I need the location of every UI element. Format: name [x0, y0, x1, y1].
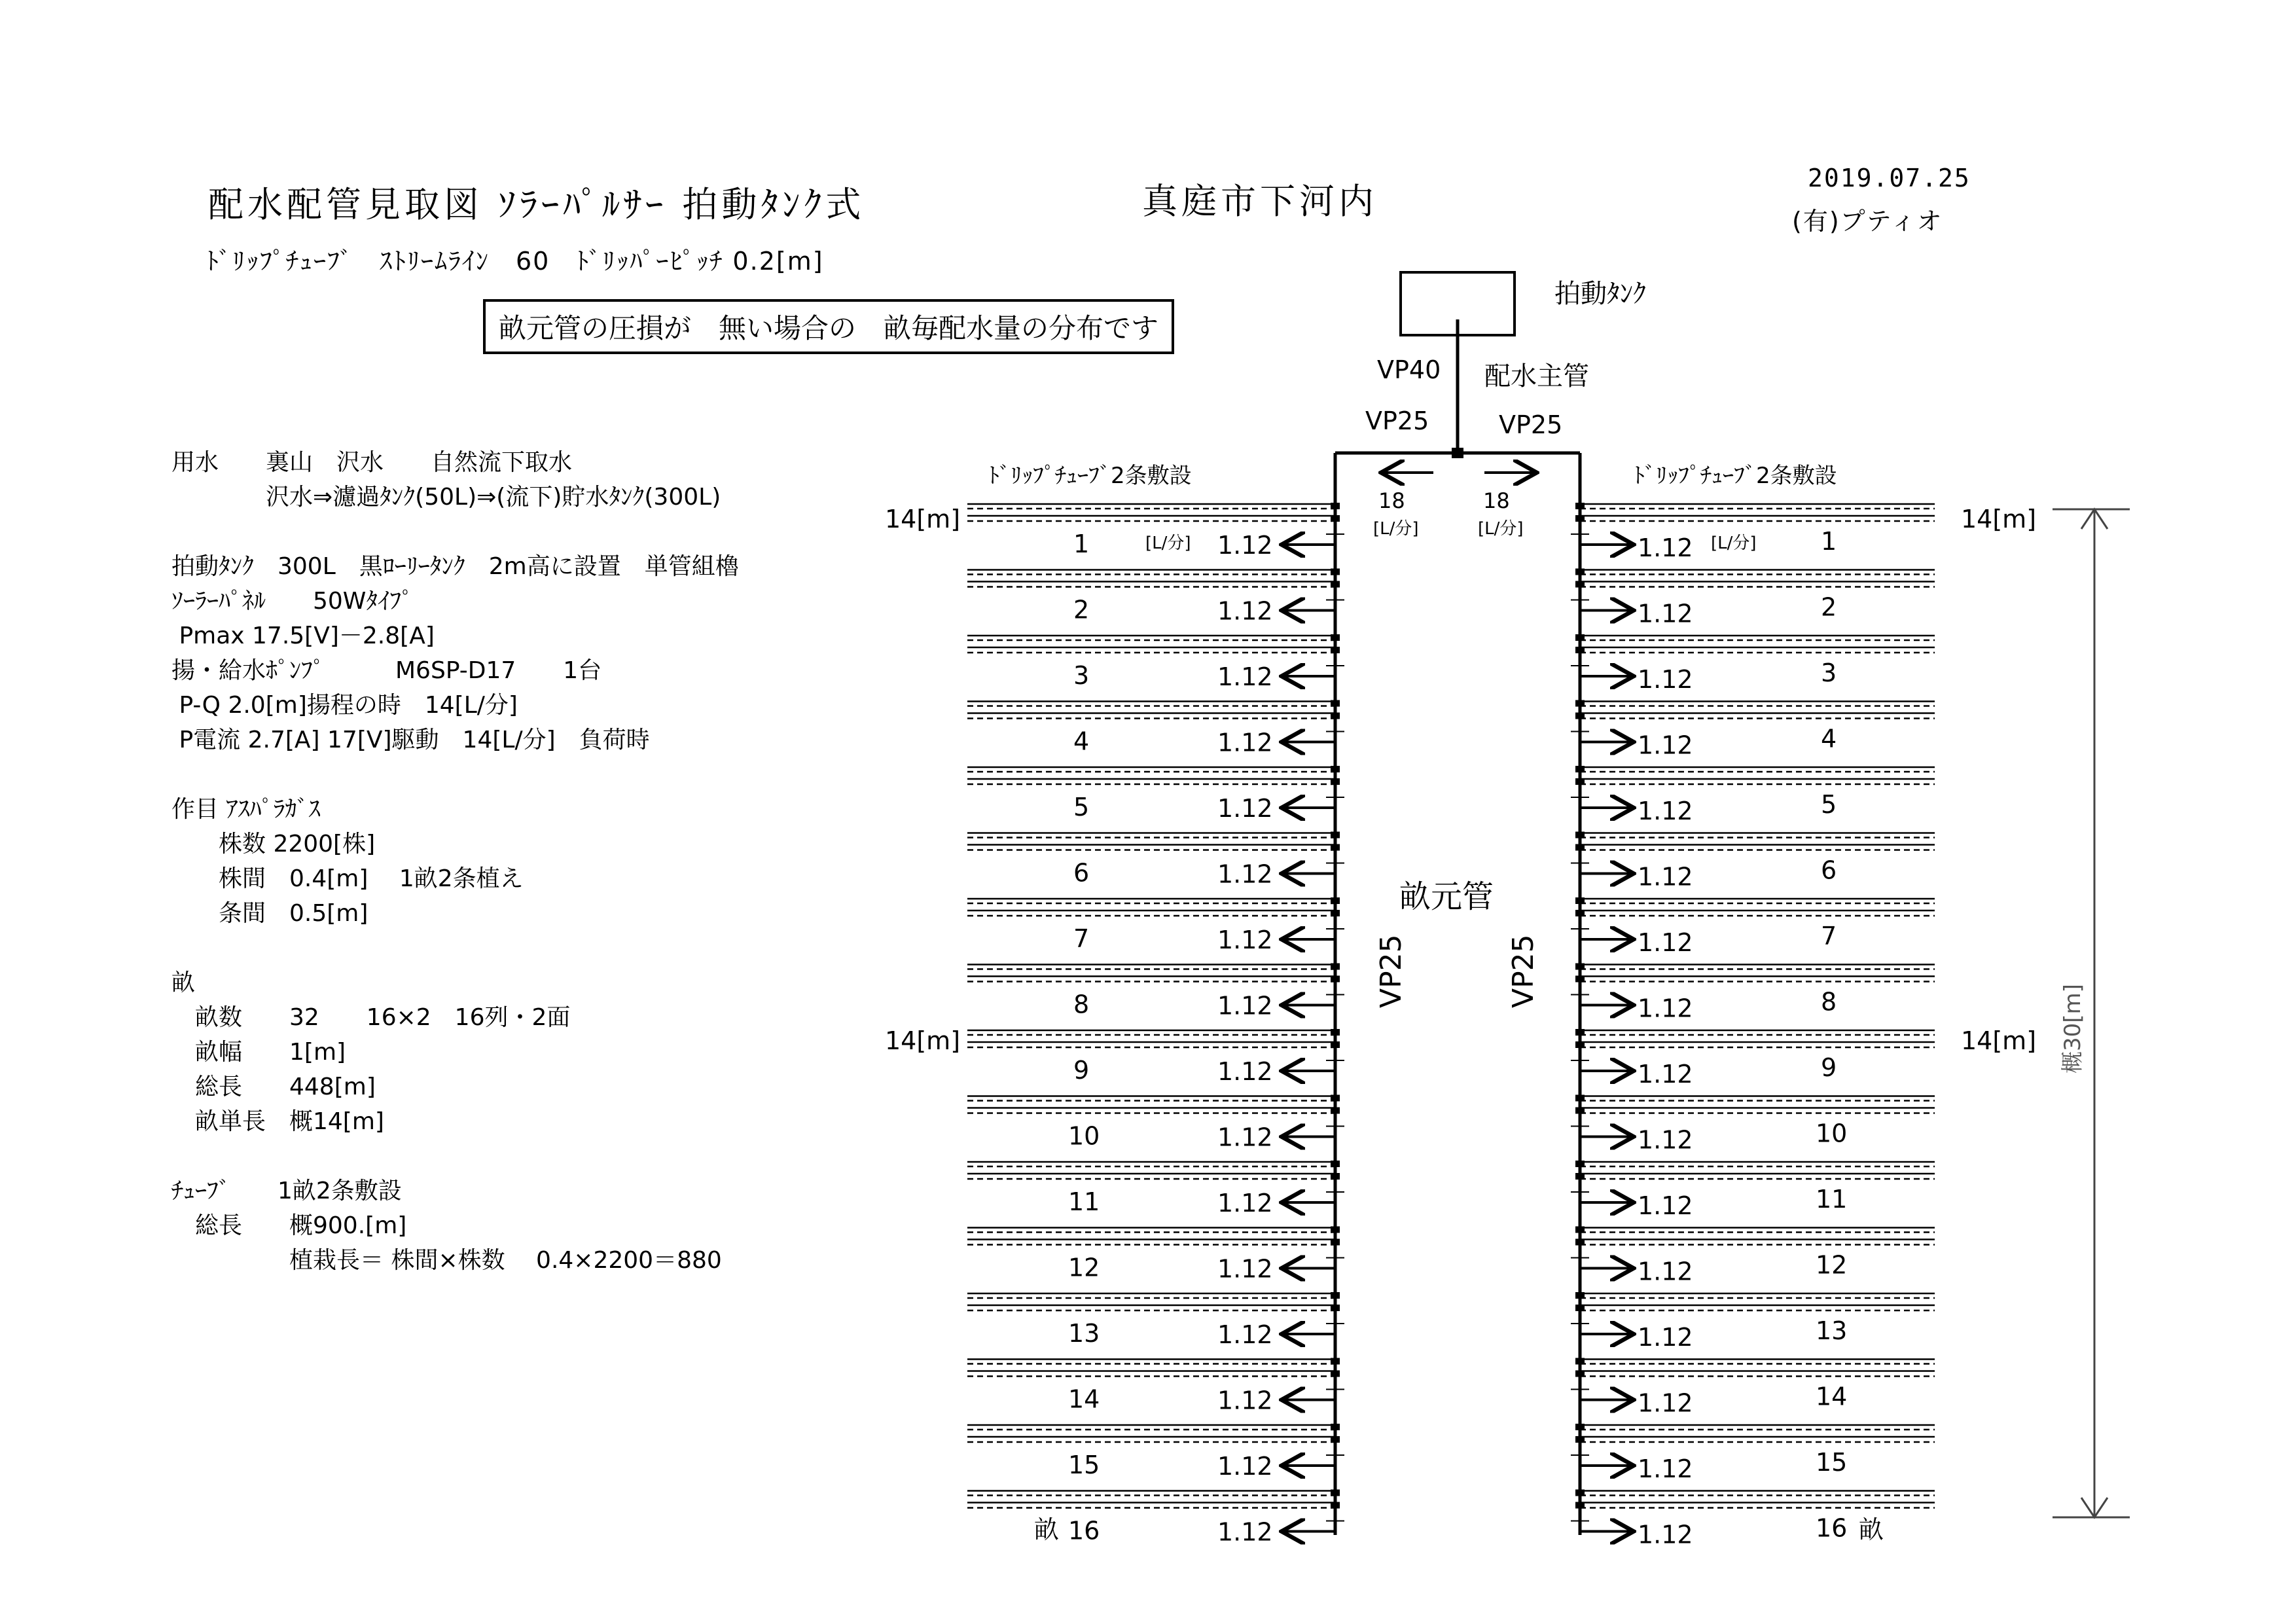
- tube-connector-left: [1331, 1292, 1340, 1299]
- spec-line: 総長 448[m]: [171, 1074, 376, 1100]
- flow-right-unit: [L/分]: [1478, 519, 1524, 539]
- spec-line: 総長 概900.[m]: [171, 1212, 407, 1239]
- spec-line: 沢水⇒濾過ﾀﾝｸ(50L)⇒(流下)貯水ﾀﾝｸ(300L): [171, 484, 721, 511]
- row-flow-right: 1.12: [1638, 928, 1693, 957]
- row-flow-left: 1.12: [1217, 1123, 1273, 1152]
- row-number-left: 15: [1068, 1451, 1100, 1479]
- row-number-right: 9: [1821, 1053, 1837, 1082]
- row-flow-right: 1.12: [1638, 1454, 1693, 1483]
- row-number-left: 11: [1068, 1187, 1100, 1216]
- row-flow-left: 1.12: [1217, 531, 1273, 560]
- spec-line: 条間 0.5[m]: [171, 900, 368, 927]
- tube-connector-right: [1575, 976, 1585, 983]
- row-flow-right: 1.12: [1638, 533, 1693, 562]
- tube-spec-subtitle: ﾄﾞﾘｯﾌﾟﾁｭｰﾌﾞ ｽﾄﾘｰﾑﾗｲﾝ 60 ﾄﾞﾘｯﾊﾟｰﾋﾟｯﾁ 0.2[m]: [206, 247, 824, 276]
- row-number-left: 13: [1068, 1319, 1100, 1348]
- spec-line: 畝数 32 16×2 16列・2面: [171, 1004, 571, 1031]
- spec-line: 揚・給水ﾎﾟﾝﾌﾟ M6SP-D17 1台: [171, 657, 602, 684]
- bed-row-12: [967, 1227, 1935, 1286]
- tube-right-label: ﾄﾞﾘｯﾌﾟﾁｭｰﾌﾞ2条敷設: [1634, 463, 1837, 489]
- main-pipe-label: 配水主管: [1484, 361, 1589, 391]
- total-length-label: 概30[m]: [2060, 984, 2086, 1074]
- tank-label: 拍動ﾀﾝｸ: [1554, 279, 1646, 309]
- bed-row-11: [967, 1161, 1935, 1220]
- tube-connector-right: [1575, 634, 1585, 641]
- bed-row-4: [967, 700, 1935, 760]
- spec-line: P-Q 2.0[m]揚程の時 14[L/分]: [171, 692, 518, 719]
- row-flow-right: 1.12: [1638, 1323, 1693, 1352]
- row-number-right: 12: [1816, 1250, 1848, 1280]
- company-label: (有)プティオ: [1792, 207, 1943, 236]
- row-number-right: 4: [1821, 724, 1837, 753]
- row-number-right: 7: [1821, 922, 1837, 950]
- tee-joint: [1452, 448, 1463, 458]
- row-prefix-right: 畝: [1859, 1515, 1884, 1544]
- row-number-right: 2: [1821, 592, 1837, 622]
- header-pipe-label: 畝元管: [1399, 878, 1494, 915]
- row-number-right: 6: [1821, 856, 1837, 885]
- row-flow-left: 1.12: [1217, 859, 1273, 889]
- tube-connector-right: [1575, 897, 1585, 904]
- row-flow-right: 1.12: [1638, 599, 1693, 628]
- tube-connector-left: [1331, 713, 1340, 719]
- tube-connector-left: [1331, 1041, 1340, 1048]
- distribution-note-box: 畝元管の圧損が 無い場合の 畝毎配水量の分布です: [483, 299, 1174, 354]
- spec-line: ｿｰﾗｰﾊﾟﾈﾙ 50Wﾀｲﾌﾟ: [171, 588, 414, 615]
- row-unit-left: [L/分]: [1145, 533, 1191, 553]
- spec-line: 畝幅 1[m]: [171, 1039, 346, 1066]
- tube-connector-right: [1575, 1108, 1585, 1114]
- flow-left-unit: [L/分]: [1373, 519, 1419, 539]
- row-flow-right: 1.12: [1638, 1257, 1693, 1286]
- tube-connector-left: [1331, 832, 1340, 839]
- row-flow-left: 1.12: [1217, 1254, 1273, 1284]
- tube-connector-right: [1575, 1371, 1585, 1377]
- tube-connector-left: [1331, 897, 1340, 904]
- row-flow-left: 1.12: [1217, 926, 1273, 954]
- tube-connector-left: [1331, 1173, 1340, 1180]
- row-flow-right: 1.12: [1638, 1191, 1693, 1220]
- tube-connector-left: [1331, 1029, 1340, 1036]
- tube-connector-left: [1331, 700, 1340, 707]
- row-number-left: 4: [1073, 727, 1090, 756]
- row-flow-right: 1.12: [1638, 731, 1693, 760]
- row-number-left: 8: [1073, 990, 1090, 1019]
- row-number-left: 14: [1068, 1384, 1100, 1414]
- flow-right-value: 18: [1483, 488, 1510, 513]
- page-title: 配水配管見取図 ｿﾗｰﾊﾟﾙｻｰ 拍動ﾀﾝｸ式: [208, 184, 865, 225]
- tube-connector-right: [1575, 1436, 1585, 1443]
- tube-connector-right: [1575, 844, 1585, 851]
- row-flow-left: 1.12: [1217, 794, 1273, 823]
- bed-row-2: [967, 569, 1935, 628]
- bed-row-10: [967, 1095, 1935, 1155]
- row-flow-left: 1.12: [1217, 1452, 1273, 1481]
- tube-connector-right: [1575, 569, 1585, 575]
- spec-line: 作目 ｱｽﾊﾟﾗｶﾞｽ: [171, 796, 321, 823]
- row-flow-right: 1.12: [1638, 665, 1693, 694]
- tube-connector-left: [1331, 1358, 1340, 1365]
- row-number-right: 15: [1816, 1448, 1848, 1477]
- tube-connector-left: [1331, 569, 1340, 575]
- tube-connector-right: [1575, 503, 1585, 509]
- row-flow-right: 1.12: [1638, 797, 1693, 825]
- tube-connector-left: [1331, 910, 1340, 916]
- tube-connector-left: [1331, 1227, 1340, 1233]
- bed-row-1: [967, 503, 1935, 562]
- length-right-mid: 14[m]: [1961, 1026, 2037, 1055]
- row-number-left: 6: [1073, 858, 1090, 888]
- row-number-left: 1: [1073, 530, 1090, 558]
- tube-connector-left: [1331, 964, 1340, 970]
- row-flow-left: 1.12: [1217, 1189, 1273, 1218]
- tube-connector-left: [1331, 1161, 1340, 1167]
- row-flow-right: 1.12: [1638, 1520, 1693, 1549]
- row-number-right: 11: [1816, 1185, 1848, 1214]
- row-number-left: 2: [1073, 595, 1090, 624]
- tube-connector-left: [1331, 581, 1340, 588]
- tube-connector-right: [1575, 1292, 1585, 1299]
- tube-connector-right: [1575, 700, 1585, 707]
- tube-connector-right: [1575, 1502, 1585, 1509]
- tube-connector-left: [1331, 1095, 1340, 1102]
- tube-connector-right: [1575, 766, 1585, 772]
- tube-connector-left: [1331, 1424, 1340, 1430]
- row-number-left: 7: [1073, 924, 1090, 953]
- tube-connector-left: [1331, 1108, 1340, 1114]
- row-number-left: 10: [1068, 1121, 1100, 1151]
- tube-connector-left: [1331, 1490, 1340, 1496]
- bed-row-3: [967, 634, 1935, 694]
- length-right-top: 14[m]: [1961, 505, 2037, 533]
- row-flow-left: 1.12: [1217, 1517, 1273, 1547]
- tube-connector-right: [1575, 1358, 1585, 1365]
- row-flow-left: 1.12: [1217, 1386, 1273, 1415]
- row-flow-left: 1.12: [1217, 728, 1273, 757]
- tube-connector-left: [1331, 778, 1340, 785]
- length-left-top: 14[m]: [885, 505, 961, 533]
- tube-connector-right: [1575, 647, 1585, 653]
- tube-connector-right: [1575, 1227, 1585, 1233]
- row-number-right: 13: [1816, 1316, 1848, 1345]
- tube-connector-left: [1331, 844, 1340, 851]
- tube-connector-right: [1575, 910, 1585, 916]
- tube-connector-right: [1575, 1173, 1585, 1180]
- spec-line: 拍動ﾀﾝｸ 300L 黒ﾛｰﾘｰﾀﾝｸ 2m高に設置 単管組櫓: [171, 553, 739, 580]
- tube-connector-right: [1575, 1161, 1585, 1167]
- row-prefix-left: 畝: [1034, 1515, 1060, 1544]
- spec-line: 株数 2200[株]: [171, 831, 376, 857]
- tube-connector-right: [1575, 1424, 1585, 1430]
- spec-line: ﾁｭｰﾌﾞ 1畝2条敷設: [171, 1178, 402, 1204]
- tube-connector-left: [1331, 1239, 1340, 1246]
- tube-connector-right: [1575, 1095, 1585, 1102]
- row-number-right: 16: [1816, 1513, 1848, 1543]
- row-number-left: 5: [1073, 793, 1090, 821]
- spec-line: 植栽長＝ 株間×株数 0.4×2200＝880: [171, 1247, 722, 1274]
- row-number-left: 9: [1073, 1056, 1090, 1085]
- bed-row-13: [967, 1292, 1935, 1352]
- tube-connector-left: [1331, 647, 1340, 653]
- row-flow-right: 1.12: [1638, 1125, 1693, 1155]
- spec-line: P電流 2.7[A] 17[V]駆動 14[L/分] 負荷時: [171, 727, 650, 753]
- row-flow-left: 1.12: [1217, 1320, 1273, 1349]
- tube-connector-left: [1331, 1436, 1340, 1443]
- row-number-right: 5: [1821, 790, 1837, 819]
- vp25-left-label: VP25: [1365, 406, 1429, 435]
- vp40-label: VP40: [1377, 355, 1441, 384]
- length-left-mid: 14[m]: [885, 1026, 961, 1055]
- row-flow-left: 1.12: [1217, 1057, 1273, 1086]
- tube-connector-left: [1331, 634, 1340, 641]
- row-unit-right: [L/分]: [1711, 533, 1757, 553]
- tube-connector-right: [1575, 964, 1585, 970]
- row-number-right: 8: [1821, 987, 1837, 1017]
- row-number-right: 3: [1821, 659, 1837, 687]
- row-number-right: 14: [1816, 1382, 1848, 1411]
- row-number-left: 16: [1068, 1516, 1100, 1545]
- row-flow-right: 1.12: [1638, 1388, 1693, 1418]
- date-label: 2019.07.25: [1808, 164, 1971, 192]
- spec-line: Pmax 17.5[V]－2.8[A]: [171, 623, 435, 649]
- tube-connector-right: [1575, 581, 1585, 588]
- row-flow-right: 1.12: [1638, 994, 1693, 1023]
- row-number-right: 1: [1821, 527, 1837, 556]
- row-number-right: 10: [1816, 1119, 1848, 1148]
- tube-connector-left: [1331, 766, 1340, 772]
- row-number-left: 12: [1068, 1253, 1100, 1282]
- spec-line: 畝単長 概14[m]: [171, 1108, 384, 1135]
- vertical-vp25-left: VP25: [1374, 934, 1408, 1008]
- row-flow-right: 1.12: [1638, 1060, 1693, 1089]
- location-label: 真庭市下河内: [1142, 181, 1378, 222]
- vp25-right-label: VP25: [1499, 410, 1563, 439]
- tube-connector-right: [1575, 832, 1585, 839]
- row-flow-right: 1.12: [1638, 862, 1693, 892]
- row-number-left: 3: [1073, 661, 1090, 690]
- tube-connector-left: [1331, 503, 1340, 509]
- tube-connector-left: [1331, 1371, 1340, 1377]
- tube-connector-right: [1575, 1041, 1585, 1048]
- tube-connector-left: [1331, 1502, 1340, 1509]
- row-flow-left: 1.12: [1217, 662, 1273, 691]
- bed-row-5: [967, 766, 1935, 825]
- tube-connector-left: [1331, 1305, 1340, 1311]
- bed-row-14: [967, 1358, 1935, 1418]
- tube-connector-left: [1331, 976, 1340, 983]
- spec-line: 用水 裏山 沢水 自然流下取水: [171, 449, 573, 476]
- bed-row-16: [967, 1490, 1935, 1549]
- tube-connector-right: [1575, 713, 1585, 719]
- tube-connector-right: [1575, 1490, 1585, 1496]
- vertical-vp25-right: VP25: [1507, 934, 1540, 1008]
- tube-connector-right: [1575, 778, 1585, 785]
- row-flow-left: 1.12: [1217, 991, 1273, 1020]
- spec-line: 株間 0.4[m] 1畝2条植え: [171, 865, 524, 892]
- tube-connector-right: [1575, 1029, 1585, 1036]
- bed-row-15: [967, 1424, 1935, 1483]
- tube-connector-right: [1575, 1239, 1585, 1246]
- row-flow-left: 1.12: [1217, 596, 1273, 626]
- tube-connector-right: [1575, 515, 1585, 522]
- flow-left-value: 18: [1378, 488, 1405, 513]
- bed-row-9: [967, 1029, 1935, 1089]
- tube-connector-left: [1331, 515, 1340, 522]
- bed-row-8: [967, 964, 1935, 1023]
- tube-left-label: ﾄﾞﾘｯﾌﾟﾁｭｰﾌﾞ2条敷設: [988, 463, 1192, 489]
- spec-line: 畝: [171, 969, 196, 996]
- tube-connector-right: [1575, 1305, 1585, 1311]
